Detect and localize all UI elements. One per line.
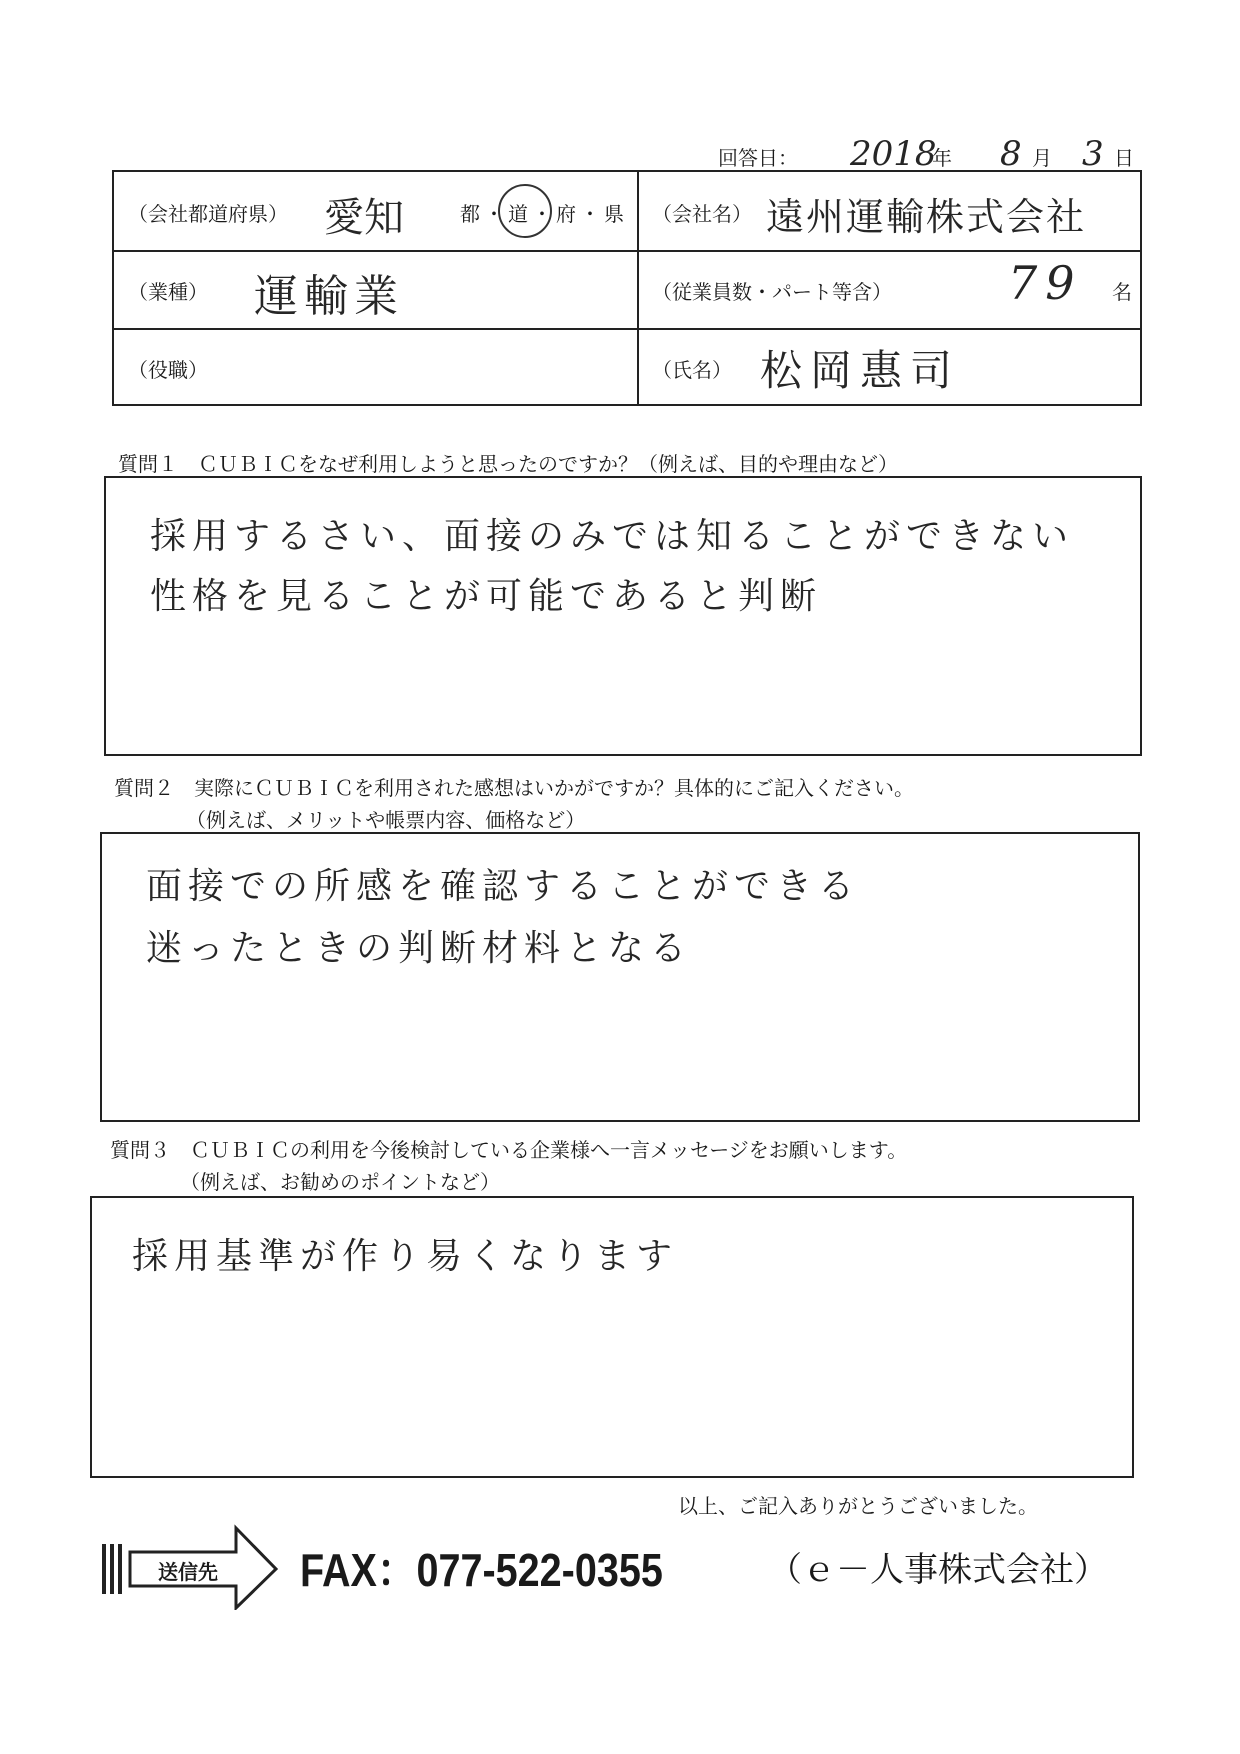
question-3-answer-line: 採用基準が作り易くなります (132, 1236, 679, 1277)
send-to-label: 送信先 (158, 1560, 218, 1584)
question-2-answer-box (100, 832, 1140, 1122)
prefecture-circle (498, 184, 552, 238)
prefecture-options: 都・道・府・県 (460, 202, 628, 226)
fax-number: FAX：077-522-0355 (300, 1544, 663, 1596)
question-1-answer-line: 採用するさい、面接のみでは知ることができない (150, 516, 1075, 557)
fax-company-name: （ｅ－人事株式会社） (768, 1550, 1108, 1590)
industry-value: 運輸業 (254, 271, 404, 322)
answer-date (718, 134, 1138, 174)
question-2-answer-line: 面接での所感を確認することができる (146, 866, 861, 907)
company-name-value: 遠州運輸株式会社 (766, 195, 1087, 239)
table-divider (114, 328, 1140, 330)
answer-date-day: 3 (1082, 134, 1104, 174)
name-value: 松岡惠司 (760, 346, 961, 395)
prefecture-label: （会社都道府県） (128, 202, 288, 226)
answer-date-year: 2018 (850, 134, 937, 174)
question-2-answer-line: 迷ったときの判断材料となる (146, 928, 693, 969)
name-label: （氏名） (652, 358, 732, 382)
employees-label: （従業員数・パート等含） (652, 280, 892, 304)
employees-unit: 名 (1112, 280, 1132, 304)
year-unit: 年 (932, 146, 952, 170)
question-1-answer-box (104, 476, 1142, 756)
day-unit: 日 (1114, 146, 1134, 170)
question-1-label: 質問１ ＣＵＢＩＣをなぜ利用しようと思ったのですか？（例えば、目的や理由など） (118, 452, 898, 476)
answer-date-month: 8 (1000, 134, 1022, 174)
table-divider (637, 172, 639, 404)
question-3-sub-label: （例えば、お勧めのポイントなど） (180, 1170, 500, 1194)
prefecture-value: 愛知 (324, 195, 404, 241)
industry-label: （業種） (128, 280, 208, 304)
table-divider (114, 250, 1140, 252)
position-label: （役職） (128, 358, 208, 382)
employees-value: 79 (1008, 256, 1083, 310)
company-info-table (112, 170, 1142, 406)
question-3-answer-box (90, 1196, 1134, 1478)
closing-message: 以上、ご記入ありがとうございました。 (678, 1494, 1038, 1518)
fax-send-line (96, 1524, 1156, 1610)
question-2-sub-label: （例えば、メリットや帳票内容、価格など） (186, 808, 586, 832)
answer-date-label: 回答日： (718, 146, 798, 170)
question-3-label: 質問３ ＣＵＢＩＣの利用を今後検討している企業様へ一言メッセージをお願いします。 (110, 1138, 908, 1162)
month-unit: 月 (1032, 146, 1052, 170)
question-1-answer-line: 性格を見ることが可能であると判断 (150, 576, 823, 617)
company-name-label: （会社名） (652, 202, 752, 226)
question-2-label: 質問２ 実際にＣＵＢＩＣを利用された感想はいかがですか？具体的にご記入ください。 (114, 776, 914, 800)
